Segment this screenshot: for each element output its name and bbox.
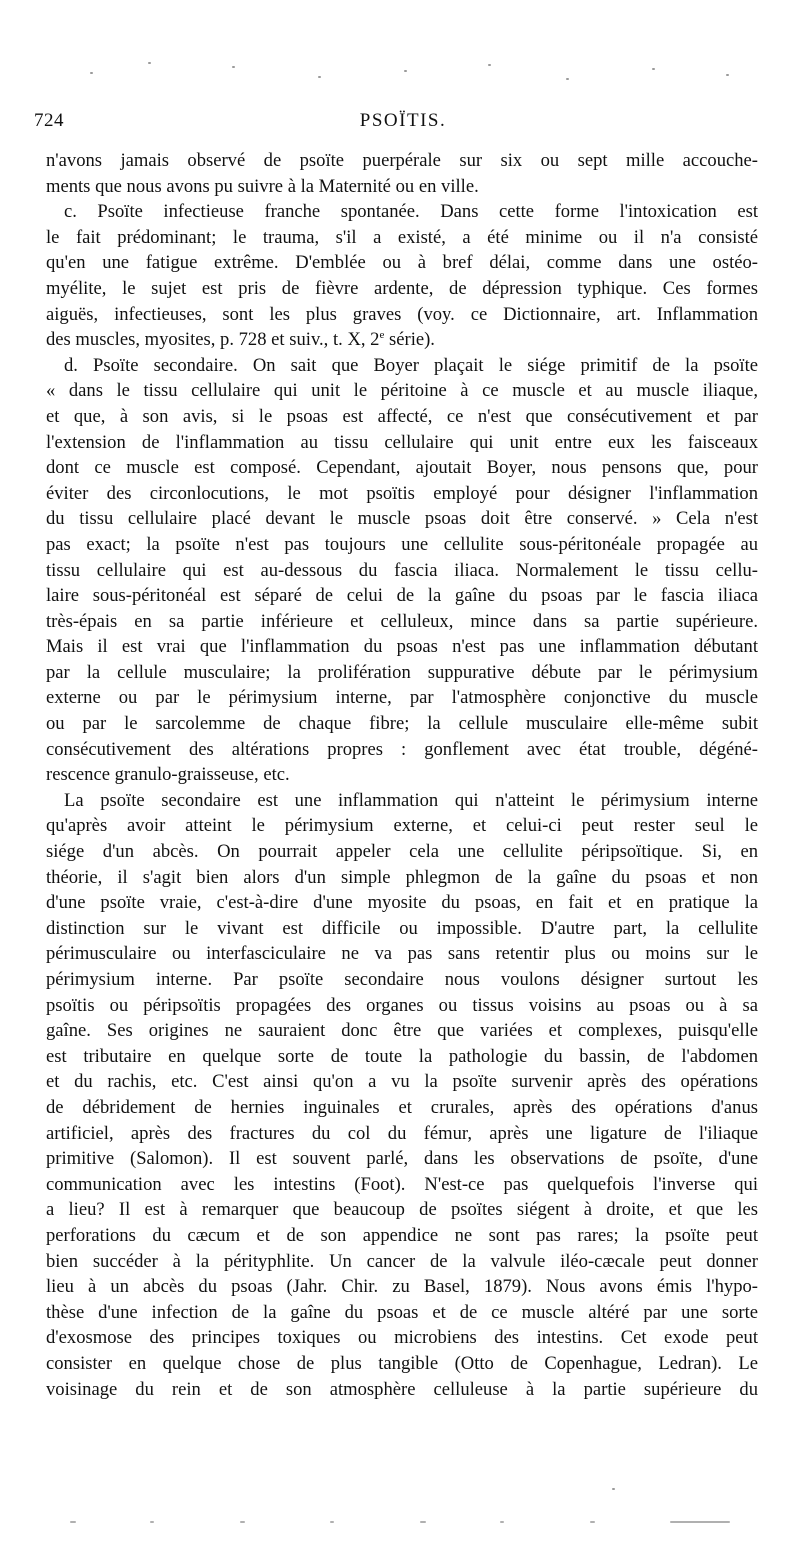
running-title: PSOÏTIS. bbox=[359, 110, 447, 131]
page-number: 724 bbox=[34, 110, 64, 131]
text-line: qu'en une fatigue extrême. D'emblée ou à bref délai, comme dans une ostéo- bbox=[46, 252, 758, 274]
text-line: et que, à son avis, si le psoas est affecté, ce n'est que consécutivement et par bbox=[46, 405, 758, 427]
text-line: bien succéder à la pérityphlite. Un cancer de la valvule iléo-cæcale peut donner bbox=[46, 1250, 758, 1272]
text-line: d'une psoïte vraie, c'est-à-dire d'une myosite du psoas, en fait et en pratique la bbox=[46, 892, 758, 914]
body-text bbox=[46, 148, 758, 1428]
text-line: laire sous-péritonéal est séparé de celui de la gaîne du psoas par le fascia iliaca bbox=[46, 585, 758, 607]
text-line: périmysium interne. Par psoïte secondaire nous voulons désigner surtout les bbox=[46, 969, 758, 990]
text-line: « dans le tissu cellulaire qui unit le péritoine à ce muscle et au muscle iliaque, bbox=[46, 380, 758, 402]
text-line: externe ou par le périmysium interne, par l'atmosphère conjonctive du muscle bbox=[46, 687, 758, 709]
running-head bbox=[34, 110, 772, 136]
text-line: pas exact; la psoïte n'est pas toujours une cellulite sous-péritonéale propagée au bbox=[46, 533, 758, 555]
text-line: lieu à un abcès du psoas (Jahr. Chir. zu Basel, 1879). Nous avons émis l'hypo- bbox=[46, 1276, 758, 1298]
text-line: communication avec les intestins (Foot). N'est-ce pas quelquefois l'inverse qui bbox=[46, 1173, 758, 1195]
text-line: qu'après avoir atteint le périmysium externe, et celui-ci peut rester seul le bbox=[46, 815, 758, 837]
text-line: théorie, il s'agit bien alors d'un simple phlegmon de la gaîne du psoas et non bbox=[46, 866, 758, 888]
text-line: très-épais en sa partie inférieure et celluleux, mince dans sa partie supérieure. bbox=[46, 610, 758, 632]
text-line: voisinage du rein et de son atmosphère celluleuse à la partie supérieure du bbox=[46, 1378, 758, 1400]
text-line bbox=[46, 1402, 758, 1428]
text-run: des muscles, myosites, p. 728 et suiv., t. X, 2 bbox=[46, 329, 380, 351]
text-line: consister en quelque chose de plus tangible (Otto de Copenhague, Ledran). Le bbox=[46, 1352, 758, 1374]
text-line: d. Psoïte secondaire. On sait que Boyer plaçait le siége primitif de la psoïte bbox=[64, 354, 758, 376]
text-line: rescence granulo-graisseuse, etc. bbox=[46, 764, 290, 786]
text-line: perforations du cæcum et de son appendice ne sont pas rares; la psoïte peut bbox=[46, 1224, 758, 1246]
text-line: du tissu cellulaire placé devant le muscle psoas doit être conservé. » Cela n'est bbox=[46, 508, 758, 530]
text-line: par la cellule musculaire; la prolifération suppurative débute par le périmysium bbox=[46, 661, 758, 683]
text-line: siége d'un abcès. On pourrait appeler cela une cellulite péripsoïtique. Si, en bbox=[46, 841, 758, 863]
text-line: l'extension de l'inflammation au tissu cellulaire qui unit entre eux les faisceaux bbox=[46, 431, 758, 453]
text-line: le fait prédominant; le trauma, s'il a existé, a été minime ou il n'a consisté bbox=[46, 226, 758, 248]
text-line: dont ce muscle est composé. Cependant, ajoutait Boyer, nous pensons que, pour bbox=[46, 457, 758, 479]
text-line: n'avons jamais observé de psoïte puerpérale sur six ou sept mille accouche- bbox=[46, 150, 758, 171]
text-line: ments que nous avons pu suivre à la Maternité ou en ville. bbox=[46, 175, 479, 197]
text-line: de débridement de hernies inguinales et crurales, après des opérations d'anus bbox=[46, 1096, 758, 1118]
text-line: consécutivement des altérations propres : gonflement avec état trouble, dégéné- bbox=[46, 738, 758, 760]
scan-footer-noise bbox=[30, 1518, 770, 1528]
text-line: distinction sur le vivant est difficile ou impossible. D'autre part, la cellulite bbox=[46, 917, 758, 939]
text-line: a lieu? Il est à remarquer que beaucoup de psoïtes siégent à droite, et que les bbox=[46, 1199, 758, 1221]
text-line: primitive (Salomon). Il est souvent parlé, dans les observations de psoïte, d'une bbox=[46, 1148, 758, 1170]
text-line: ou par le sarcolemme de chaque fibre; la cellule musculaire elle-même subit bbox=[46, 713, 758, 735]
text-line: périmusculaire ou interfasciculaire ne va pas sans retentir plus ou moins sur le bbox=[46, 943, 758, 965]
text-line: éviter des circonlocutions, le mot psoïtis employé pour désigner l'inflammation bbox=[46, 482, 758, 504]
text-line: tissu cellulaire qui est au-dessous du fascia iliaca. Normalement le tissu cellu- bbox=[46, 559, 758, 581]
text-line: est tributaire en quelque sorte de toute la pathologie du bassin, de l'abdomen bbox=[46, 1045, 758, 1067]
text-line: myélite, le sujet est pris de fièvre ardente, de dépression typhique. Ces formes bbox=[46, 277, 758, 299]
text-line: psoïtis ou péripsoïtis propagées des organes ou tissus voisins au psoas ou à sa bbox=[46, 994, 758, 1016]
text-line: aiguës, infectieuses, sont les plus graves (voy. ce Dictionnaire, art. Inflammation bbox=[46, 303, 758, 325]
text-line: thèse d'une infection de la gaîne du psoas et de ce muscle altéré par une sorte bbox=[46, 1301, 758, 1323]
text-line: gaîne. Ses origines ne sauraient donc être que variées et complexes, puisqu'elle bbox=[46, 1020, 758, 1042]
text-run: série). bbox=[384, 329, 435, 351]
text-line: et du rachis, etc. C'est ainsi qu'on a vu la psoïte survenir après des opérations bbox=[46, 1071, 758, 1093]
text-line: d'exosmose des principes toxiques ou microbiens des intestins. Cet exode peut bbox=[46, 1327, 758, 1349]
text-line bbox=[46, 327, 758, 353]
text-line: La psoïte secondaire est une inflammation qui n'atteint le périmysium interne bbox=[64, 789, 758, 811]
text-line: c. Psoïte infectieuse franche spontanée. Dans cette forme l'intoxication est bbox=[64, 201, 758, 223]
text-line: artificiel, après des fractures du col du fémur, après une ligature de l'iliaque bbox=[46, 1122, 758, 1144]
superscript: e bbox=[379, 328, 385, 341]
text-line: Mais il est vrai que l'inflammation du psoas n'est pas une inflammation débutant bbox=[46, 636, 758, 658]
